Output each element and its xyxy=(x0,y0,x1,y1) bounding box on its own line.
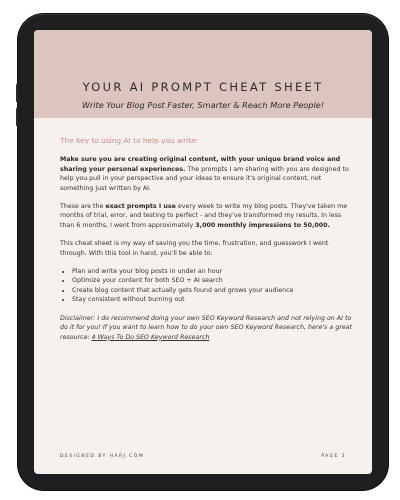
footer-page-number: PAGE 3 xyxy=(321,454,346,459)
tablet-frame xyxy=(18,14,388,490)
paragraph-2-pre: These are the xyxy=(60,203,106,211)
page-header xyxy=(34,30,372,118)
paragraph-1-text: The prompts I am sharing with you are designed to help you pull in your perspective and your ideas to ensure it's original content, not something just written by AI. xyxy=(60,165,349,192)
page-content xyxy=(60,136,352,351)
paragraph-2-bold-1: exact prompts I use xyxy=(105,203,176,211)
disclaimer xyxy=(60,314,352,342)
benefits-list xyxy=(60,267,352,305)
resource-link[interactable]: 4 Ways To Do SEO Keyword Research xyxy=(91,333,210,341)
page-subtitle: Write Your Blog Post Faster, Smarter & Reach More People! xyxy=(81,100,325,110)
list-item: • Plan and write your blog posts in under an hour xyxy=(72,267,352,276)
document-page xyxy=(34,30,372,474)
paragraph-1-bold: Make sure you are creating original content, with your unique brand voice and sharing your personal experiences. xyxy=(60,156,341,173)
tablet-side-button-top xyxy=(16,84,18,102)
section-heading: The key to using AI to help you write: xyxy=(60,136,199,145)
tablet-side-button-bottom xyxy=(16,108,18,126)
paragraph-1 xyxy=(60,155,352,193)
disclaimer-text: Disclaimer: I do recommend doing your own SEO Keyword Research and not relying on AI to do it for you! If you want to learn how to do your own SEO Keyword Research, here's a great resource: xyxy=(60,314,352,341)
paragraph-2-mid: every week to write my blog posts. They've taken me months of trial, error, and testing to perfect - and they've transformed my results. In less than 6 months, I went from approximately xyxy=(60,203,348,229)
footer-credit: DESIGNED BY HARJ.COM xyxy=(60,454,145,459)
paragraph-2-bold-2: 3,000 monthly impressions to 50,000. xyxy=(195,221,330,229)
list-item: • Create blog content that actually gets found and grows your audience xyxy=(72,286,352,295)
page-title: YOUR AI PROMPT CHEAT SHEET xyxy=(82,80,324,94)
list-item: • Stay consistent without burning out xyxy=(72,295,352,304)
paragraph-2 xyxy=(60,202,352,230)
paragraph-3: This cheat sheet is my way of saving you the time, frustration, and guesswork I went through. With this tool in hand, you'll be able to: xyxy=(60,240,329,257)
list-item: • Optimize your content for both SEO + AI search xyxy=(72,276,352,285)
